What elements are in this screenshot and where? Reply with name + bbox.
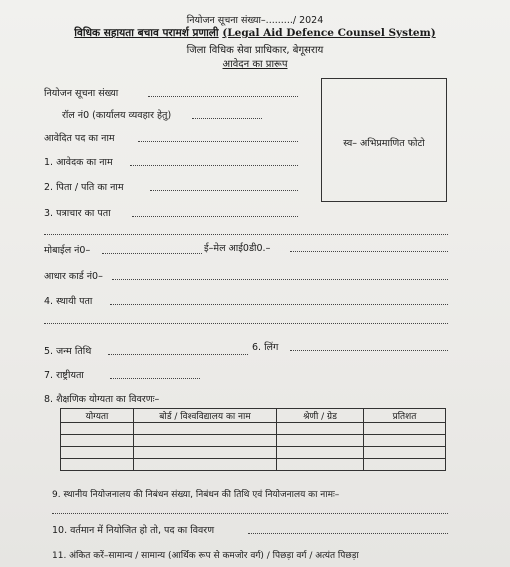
form-title: आवेदन का प्रारूप bbox=[222, 59, 288, 70]
address-field-2[interactable] bbox=[44, 234, 448, 235]
dob-label: 5. जन्म तिथि bbox=[44, 346, 92, 357]
father-name-field[interactable] bbox=[150, 190, 298, 191]
table-row bbox=[61, 459, 446, 471]
mobile-label: मोबाईल नं0– bbox=[44, 245, 91, 256]
email-field[interactable] bbox=[290, 251, 448, 252]
table-cell[interactable] bbox=[61, 459, 134, 471]
table-row bbox=[61, 435, 446, 447]
post-name-label: आवेदित पद का नाम bbox=[44, 133, 115, 144]
post-name-field[interactable] bbox=[138, 141, 298, 142]
gender-field[interactable] bbox=[290, 350, 448, 351]
permanent-address-field-1[interactable] bbox=[110, 304, 448, 305]
table-cell[interactable] bbox=[61, 435, 134, 447]
address-label: 3. पत्राचार का पता bbox=[44, 208, 111, 219]
table-cell[interactable] bbox=[277, 435, 364, 447]
notice-no-label: नियोजन सूचना संख्या bbox=[44, 88, 119, 99]
notice-no-field[interactable] bbox=[148, 96, 298, 97]
employment-registration-label: 9. स्थानीय नियोजनालय की निबंधन संख्या, निबंधन की तिथि एवं नियोजनालय का नामः– bbox=[52, 490, 340, 500]
address-field-1[interactable] bbox=[132, 216, 298, 217]
education-header-board: बोर्ड / विश्वविद्यालय का नाम bbox=[134, 409, 277, 423]
applicant-name-field[interactable] bbox=[130, 165, 298, 166]
current-job-label: 10. वर्तमान में नियोजित हो तो, पद का विवरण bbox=[52, 525, 215, 536]
authority-heading: जिला विधिक सेवा प्राधिकार, बेगूसराय bbox=[186, 45, 324, 56]
father-name-label: 2. पिता / पति का नाम bbox=[44, 182, 124, 193]
education-table bbox=[60, 408, 446, 471]
gender-label: 6. लिंग bbox=[252, 342, 279, 353]
table-cell[interactable] bbox=[364, 459, 446, 471]
table-cell[interactable] bbox=[134, 435, 277, 447]
aadhar-field[interactable] bbox=[112, 279, 448, 280]
roll-no-field[interactable] bbox=[192, 118, 262, 119]
applicant-name-label: 1. आवेदक का नाम bbox=[44, 157, 113, 168]
nationality-label: 7. राष्ट्रीयता bbox=[44, 370, 84, 381]
scheme-heading bbox=[0, 26, 510, 40]
photo-box-label: स्व– अभिप्रमाणित फोटो bbox=[343, 138, 425, 149]
email-label: ई–मेल आई0डी0.– bbox=[204, 243, 271, 254]
roll-no-label: रॉल नं0 (कार्यालय व्यवहार हेतु) bbox=[62, 110, 172, 121]
table-cell[interactable] bbox=[277, 459, 364, 471]
table-cell[interactable] bbox=[61, 447, 134, 459]
notice-number-heading: नियोजन सूचना संख्या–........./ 2024 bbox=[186, 15, 324, 26]
scheme-hindi: विधिक सहायता बचाव परामर्श प्रणाली bbox=[74, 27, 219, 39]
table-cell[interactable] bbox=[61, 423, 134, 435]
education-header-grade: श्रेणी / ग्रेड bbox=[277, 409, 364, 423]
table-cell[interactable] bbox=[134, 447, 277, 459]
permanent-address-field-2[interactable] bbox=[44, 323, 448, 324]
education-header-qualification: योग्यता bbox=[61, 409, 134, 423]
table-cell[interactable] bbox=[134, 459, 277, 471]
table-cell[interactable] bbox=[134, 423, 277, 435]
education-header-percentage: प्रतिशत bbox=[364, 409, 446, 423]
table-cell[interactable] bbox=[277, 447, 364, 459]
table-cell[interactable] bbox=[364, 423, 446, 435]
table-cell[interactable] bbox=[277, 423, 364, 435]
mobile-field[interactable] bbox=[102, 253, 202, 254]
table-row bbox=[61, 423, 446, 435]
category-label: 11. अंकित करें–सामान्य / सामान्य (आर्थिक रूप से कमजोर वर्ग) / पिछड़ा वर्ग / अत्यंत पिछड़ा bbox=[52, 551, 359, 561]
education-label: 8. शैक्षणिक योग्यता का विवरणः– bbox=[44, 394, 160, 405]
current-job-field[interactable] bbox=[248, 533, 448, 534]
aadhar-label: आधार कार्ड नं0– bbox=[44, 271, 103, 282]
table-cell[interactable] bbox=[364, 435, 446, 447]
table-cell[interactable] bbox=[364, 447, 446, 459]
nationality-field[interactable] bbox=[110, 378, 200, 379]
photo-box bbox=[321, 78, 447, 202]
permanent-address-label: 4. स्थायी पता bbox=[44, 296, 93, 307]
table-row bbox=[61, 447, 446, 459]
dob-field[interactable] bbox=[108, 354, 248, 355]
employment-registration-field[interactable] bbox=[52, 513, 448, 514]
scheme-english: (Legal Aid Defence Counsel System) bbox=[222, 27, 436, 39]
